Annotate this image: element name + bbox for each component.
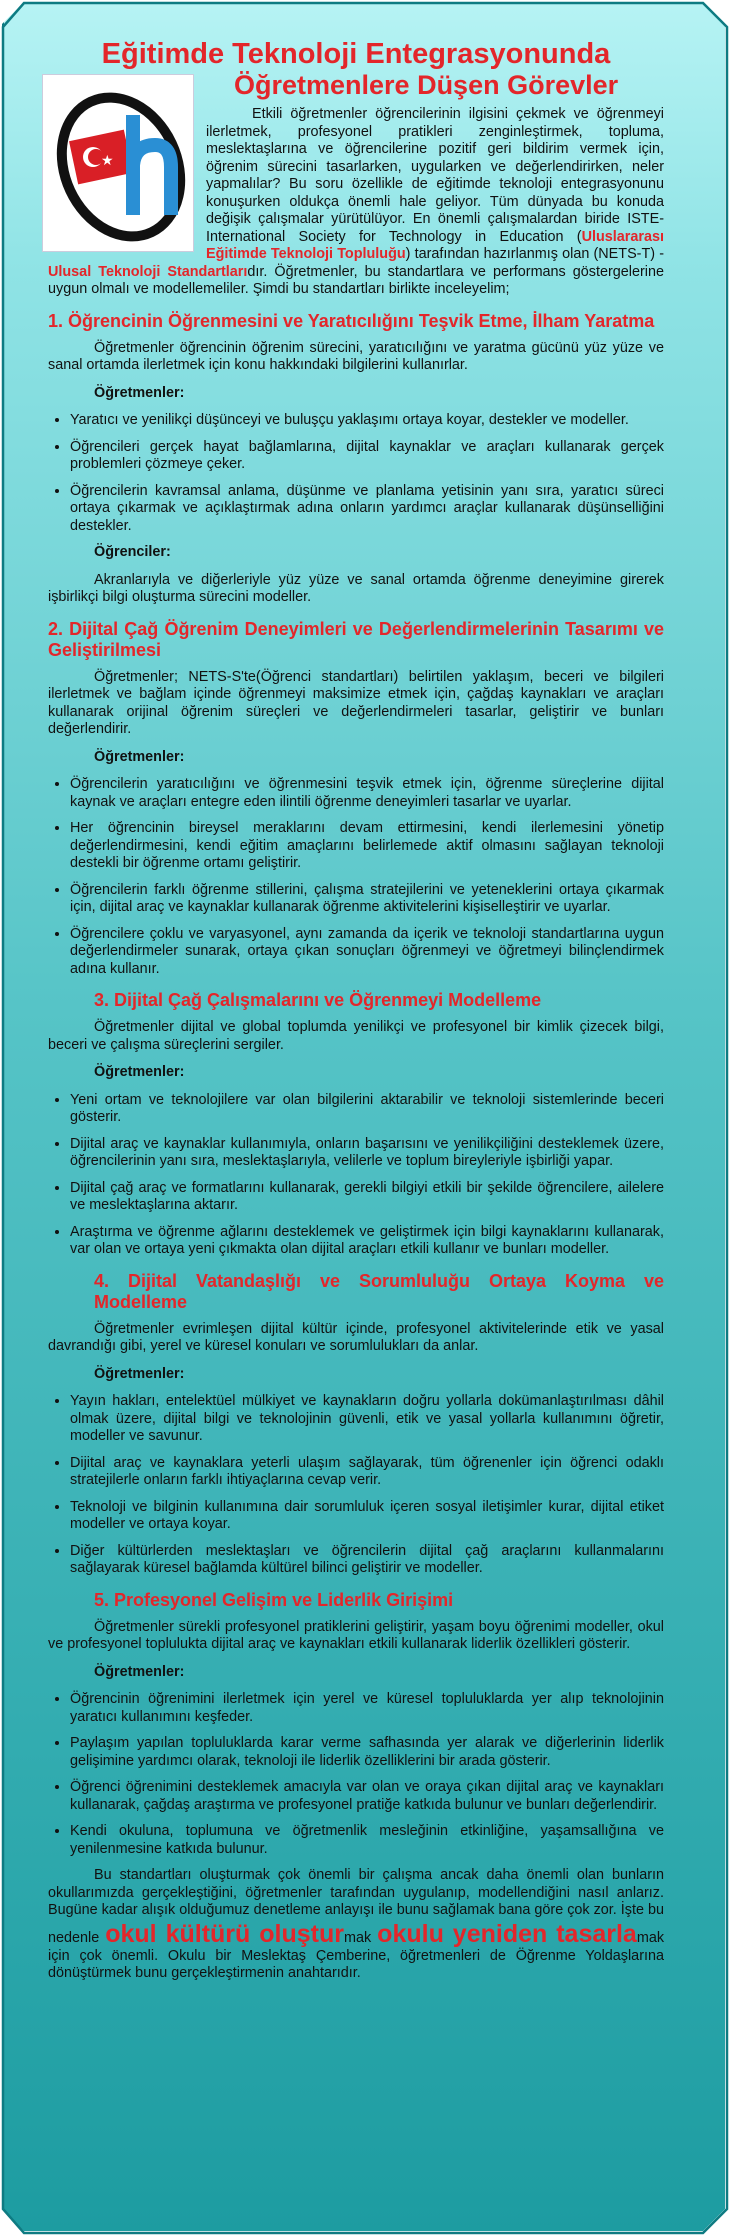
section-1-label-students: Öğrenciler:: [94, 544, 171, 560]
list-item: • Paylaşım yapılan topluluklarda karar verme safhasında yer alarak ve diğerlerinin liderlik gelişimine yardımcı olarak, teknoloji ile liderlik özelliklerini bir arada gösterir.: [70, 1735, 664, 1770]
section-3-heading: 3. Dijital Çağ Çalışmalarını ve Öğrenmeyi Modelleme: [94, 990, 542, 1010]
section-1-paragraph: Öğretmenler öğrencinin öğrenim sürecini, yaratıcılığını ve yaratma gücünü yüz yüze ve sanal ortamda ilerletmek için konu hakkındaki bilgilerini kullanırlar.: [48, 339, 664, 373]
list-item: • Öğrencilerin yaratıcılığını ve öğrenmesini teşvik etmek için, öğrenme süreçlerine dijital kaynak ve araçları entegre eden ilintili öğrenme deneyimleri tasarlar ve uyarlar.: [70, 776, 664, 811]
list-item: • Her öğrencinin bireysel meraklarını devam ettirmesini, kendi ilerlemesini yönetip değerlendirmesini, kendi eğitim amaçlarını belirlemede aktif olmasını sağlayan teknoloji destekli bir öğrenme ortamı geliştirir.: [70, 820, 664, 873]
list-item: • Diğer kültürlerden meslektaşları ve öğrencilerin dijital çağ araçlarını kullanmalarını sağlayarak küresel bağlamda kültürel bilinci geliştirir ve modeller.: [70, 1543, 664, 1578]
section-3-list: [48, 1092, 664, 1259]
section-5-heading: 5. Profesyonel Gelişim ve Liderlik Girişimi: [94, 1589, 454, 1610]
section-1-paragraph-students: Akranlarıyla ve diğerleriyle yüz yüze ve sanal ortamda öğrenme deneyimine girerek işbirlikçi bilgi oluşturma sürecini modeller.: [48, 571, 664, 605]
svg-text:★: ★: [101, 152, 114, 168]
logo-icon: [42, 74, 194, 252]
intro-paragraph: Etkili öğretmenler öğrencilerinin ilgisini çekmek ve öğrenmeyi ilerletmek, profesyonel pratikleri zenginleştirmek, topluma, meslektaşlarına ve öğrencilerine pozitif geri bildirim vermek için, öğrenim sürecini tasarlarken, uygularken ve değerlendirirken, neler yapmalılar? Bu soru özellikle de eğitimde teknoloji entegrasyonunu konuşurken oldukça önemli hale geliyor. Tüm dünyada bu konuda değişik çalışmalar yürütülüyor. En önemli çalışmalardan biride ISTE-International Society for Technology in Education (Uluslararası Eğitimde Teknoloji Topluluğu) tarafından hazırlanmış olan (NETS-T) -Ulusal Teknoloji Standartlarıdır. Öğretmenler, bu standartlara ve performans göstergelerine uygun olmalı ve modellemeliler. Şimdi bu standartları birlikte inceleyelim;: [48, 106, 665, 297]
closing-paragraph: Bu standartları oluşturmak çok önemli bir çalışma ancak daha önemli olan bunların okullarımızda gerçekleştiğini, öğretmenler tarafından uygulanıp, modellendiğini nasıl anlarız. Bugüne kadar alışık olduğumuz denetleme anlayışı ile bunu sağlamak bana göre çok zor. İşte bu nedenle okul kültürü oluşturmak okulu yeniden tasarlamak için çok önemli. Okulu bir Meslektaş Çemberine, öğretmenleri de Öğrenme Yoldaşlarına dönüştürmek bunu gerçekleştirmenin anahtarıdır.: [48, 1867, 665, 1981]
list-item: • Araştırma ve öğrenme ağlarını desteklemek ve geliştirmek için bilgi kaynaklarını kullanarak, var olan ve ortaya yeni çıkmakta olan dijital araçları etkili kullanır ve bunları modeller.: [70, 1224, 664, 1259]
section-5-label: Öğretmenler:: [94, 1663, 185, 1680]
section-4-heading: 4. Dijital Vatandaşlığı ve Sorumluluğu Ortaya Koyma ve Modelleme: [94, 1270, 664, 1312]
section-1-heading: 1. Öğrencinin Öğrenmesini ve Yaratıcılığını Teşvik Etme, İlham Yaratma: [48, 310, 655, 331]
list-item: • Dijital çağ araç ve formatlarını kullanarak, gerekli bilgiyi etkili bir şekilde öğrencilere, ailelere ve meslektaşlarına aktarır.: [70, 1180, 664, 1215]
list-item: • Öğrencinin öğrenimini ilerletmek için yerel ve küresel topluluklarda yer alıp teknolojinin yaratıcı kullanımını keşfeder.: [70, 1691, 664, 1726]
section-4-paragraph: Öğretmenler evrimleşen dijital kültür içinde, profesyonel aktivitelerinde etik ve yasal davrandığı gibi, yerel ve küresel konuları ve sorumlulukları da anlar.: [48, 1320, 664, 1354]
list-item: • Yayın hakları, entelektüel mülkiyet ve kaynakların doğru yollarla dokümanlaştırılması dâhil olmak üzere, dijital bilgi ve teknolojinin güvenli, etik ve yasal yollarla kullanımını öğretir, modeller ve savunur.: [70, 1393, 664, 1446]
page-title: Eğitimde Teknoloji Entegrasyonunda: [101, 38, 611, 70]
section-1-label: Öğretmenler:: [94, 384, 185, 401]
section-2-label: Öğretmenler:: [94, 748, 185, 765]
section-2-paragraph: Öğretmenler; NETS-S'te(Öğrenci standartları) belirtilen yaklaşım, beceri ve bilgileri ilerletmek ve bağlam içinde öğrenmeyi maksimize etmek için, çağdaş kaynakları ve araçları kullanarak orijinal öğrenim süreçleri ve değerlendirmeleri tasarlar, geliştirir ve bunları değerlendirir.: [48, 668, 664, 737]
section-3-paragraph: Öğretmenler dijital ve global toplumda yenilikçi ve profesyonel bir kimlik çizecek bilgi, beceri ve çalışma süreçlerini sergiler.: [48, 1019, 664, 1053]
list-item: • Kendi okuluna, toplumuna ve öğretmenlik mesleğinin etkinliğine, yaşamsallığına ve yenilenmesine katkıda bulunur.: [70, 1823, 664, 1858]
section-4-label: Öğretmenler:: [94, 1365, 185, 1382]
list-item: • Öğrencilere çoklu ve varyasyonel, aynı zamanda da içerik ve teknoloji standartlarına uygun değerlendirmeler sunarak, ortaya çıkan sonuçları öğrenmeyi ve öğretmeyi bilinçlendirmek adına kullanır.: [70, 926, 664, 979]
section-2-heading: 2. Dijital Çağ Öğrenim Deneyimleri ve Değerlendirmelerinin Tasarımı ve Geliştirilmesi: [48, 618, 664, 660]
list-item: • Dijital araç ve kaynaklara yeterli ulaşım sağlayarak, tüm öğrenenler için öğrenci odaklı stratejilerle onların farklı ihtiyaçlarına cevap verir.: [70, 1455, 664, 1490]
list-item: • Teknoloji ve bilginin kullanımına dair sorumluluk içeren sosyal iletişimler kurar, dijital etiket modeller ve ortaya koyar.: [70, 1499, 664, 1534]
list-item: • Yeni ortam ve teknolojilere var olan bilgilerini aktarabilir ve teknoloji sistemlerinde beceri gösterir.: [70, 1092, 664, 1127]
section-4-list: [48, 1393, 664, 1578]
section-2-list: [48, 776, 664, 978]
document-body: [48, 38, 664, 1993]
page-subtitle: Öğretmenlere Düşen Görevler: [234, 70, 619, 100]
list-item: • Yaratıcı ve yenilikçi düşünceyi ve buluşçu yaklaşımı ortaya koyar, destekler ve modeller.: [70, 412, 664, 430]
list-item: • Öğrenci öğrenimini desteklemek amacıyla var olan ve oraya çıkan dijital araç ve kaynakları kullanarak, çağdaş araştırma ve profesyonel pratiğe katkıda bulunur ve bunları değerlendirir.: [70, 1779, 664, 1814]
list-item: • Öğrencilerin kavramsal anlama, düşünme ve planlama yetisinin yanı sıra, yaratıcı süreci ortaya çıkarmak ve açıklaştırmak adına onların yardımcı araçlar kullanarak düşünselliğini destekler.: [70, 483, 664, 536]
section-1-list: [48, 412, 664, 535]
section-3-label: Öğretmenler:: [94, 1064, 185, 1080]
list-item: • Dijital araç ve kaynaklar kullanımıyla, onların başarısını ve yenilikçiliğini desteklemek üzere, öğrencilerinin yanı sıra, meslektaşlarıyla, velilerle ve toplum bireyleriyle işbirliği yapar.: [70, 1136, 664, 1171]
section-5-list: [48, 1691, 664, 1858]
section-5-paragraph: Öğretmenler sürekli profesyonel pratiklerini geliştirir, yaşam boyu öğrenimi modeller, okul ve profesyonel toplulukta dijital araç ve kaynakları etkili kullanarak liderlik özellikleri gösterir.: [48, 1618, 664, 1652]
list-item: • Öğrencilerin farklı öğrenme stillerini, çalışma stratejilerini ve yeteneklerini ortaya çıkarmak için, dijital araç ve kaynaklar kullanarak öğrenme aktivitelerini kişiselleştirir ve uyarlar.: [70, 882, 664, 917]
list-item: • Öğrencileri gerçek hayat bağlamlarına, dijital kaynaklar ve araçları kullanarak gerçek problemleri çözmeye çeker.: [70, 439, 664, 474]
